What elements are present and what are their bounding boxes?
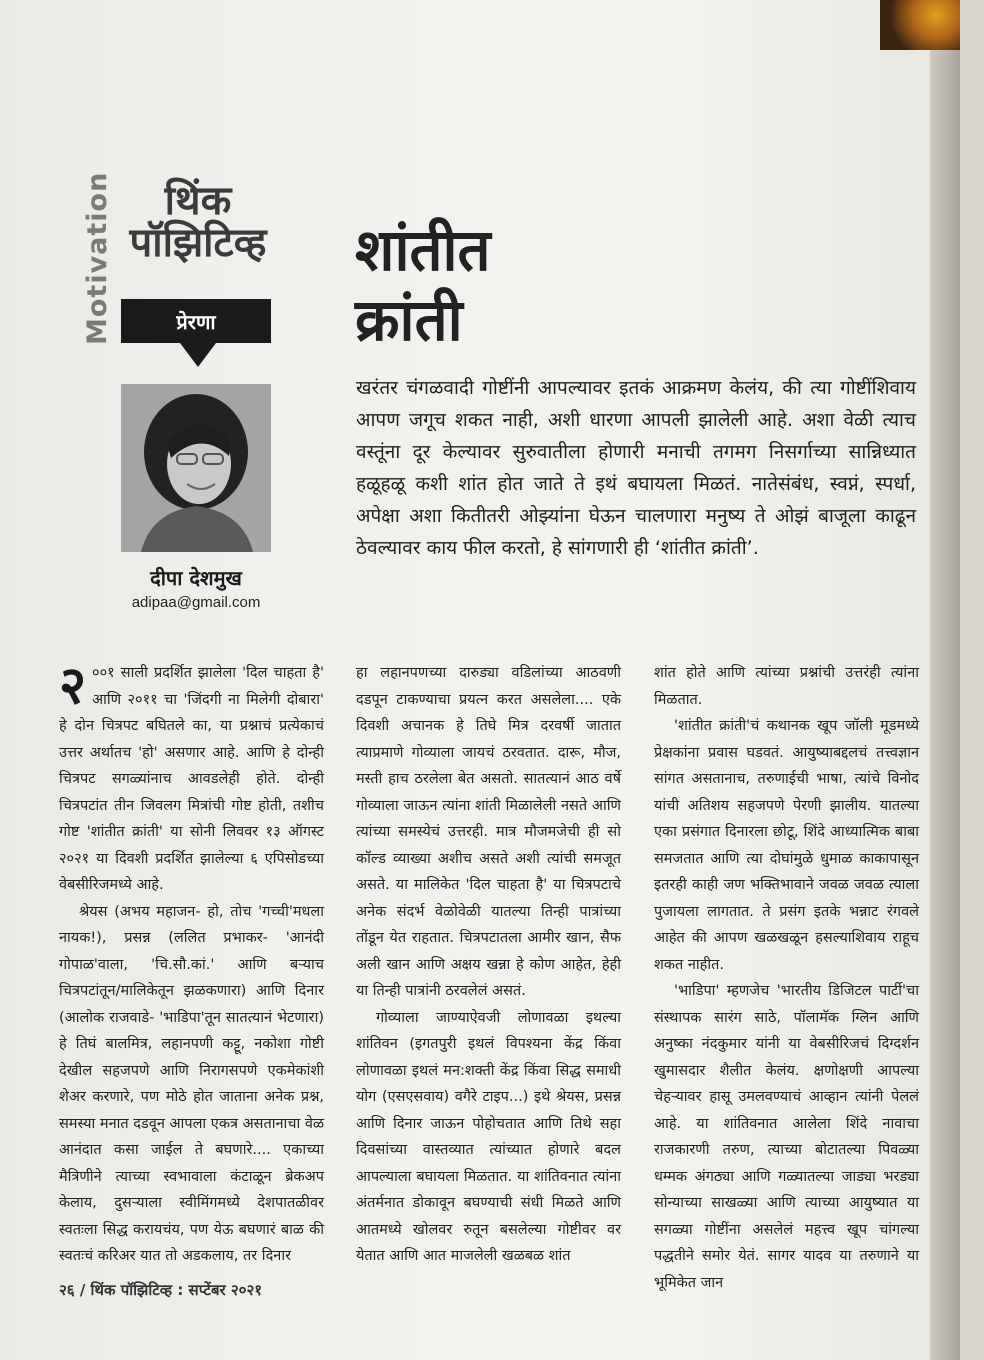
dropcap: २ xyxy=(59,656,87,716)
author-portrait-image xyxy=(121,384,271,552)
paragraph-5: शांत होते आणि त्यांच्या प्रश्नांची उत्तरंही त्यांना मिळतात. xyxy=(654,665,919,708)
section-vertical-label: Motivation xyxy=(82,171,113,345)
author-photo xyxy=(121,384,271,552)
page-edge-shadow xyxy=(930,0,960,1360)
badge-pointer-icon xyxy=(180,343,216,367)
magazine-brand-title: थिंक पॉझिटिव्ह xyxy=(129,178,267,266)
paragraph-6: 'शांतीत क्रांती'चं कथानक खूप जॉली मूडमध्ये प्रेक्षकांना प्रवास घडवतं. आयुष्याबद्दलचं तत्त्वज्ञान सांगत असतानाच, तरुणाईची भाषा, त्यांचे विनोद यांची अतिशय सहजपणे पेरणी झालीय. यातल्या एका प्रसंगात दिनारला छोटू, शिंदे आध्यात्मिक बाबा समजतात आणि त्या दोघांमुळे धुमाळ काकापासून इतरही काही जण भक्तिभावाने जवळ जवळ त्याला पुजायला लागतात. ते प्रसंग इतके भन्नाट रंगवले आहेत की आपण खळखळून हसल्याशिवाय राहूच शकत नाहीत. xyxy=(654,718,919,973)
headline-line-2: क्रांती xyxy=(355,286,463,354)
article-headline xyxy=(355,215,615,355)
paragraph-3: हा लहानपणच्या दारुड्या वडिलांच्या आठवणी दडपून टाकण्याचा प्रयत्न करत असलेला.... एके दिवशी अचानक हे तिघे मित्र दरवर्षी जातात त्याप्रमाणे गोव्याला जायचं ठरवतात. दारू, मौज, मस्ती हाच ठरलेला बेत असतो. सातत्यानं आठ वर्षे गोव्याला जाऊन त्यांना शांती मिळालेली नसते आणि त्यांच्या समस्येचं उत्तरही. मात्र मौजमजेची ही सो कॉल्ड व्याख्या अशीच असते अशी त्यांची समजूत असते. या मालिकेत 'दिल चाहता है' या चित्रपटाचे अनेक संदर्भ वेळोवेळी यातल्या तिन्ही पात्रांच्या तोंडून येत राहतात. चित्रपटातला आमीर खान, सैफ अली खान आणि अक्षय खन्ना हे कोण आहेत, हेही या तिन्ही पात्रांनी ठरवलेलं असतं. xyxy=(356,665,621,999)
body-column-3 xyxy=(654,660,919,1296)
paragraph-1-text: ००१ साली प्रदर्शित झालेला 'दिल चाहता है' आणि २०११ चा 'जिंदगी ना मिलेगी दोबारा' हे दोन चित्रपट बघितले का, या प्रश्नाचं प्रत्येकाचं उत्तर अर्थातच 'हो' असणार आहे. आणि हे दोन्ही चित्रपट सगळ्यांनाच आवडलेही होते. दोन्ही चित्रपटांत तीन जिवलग मित्रांची गोष्ट होती, तशीच गोष्ट 'शांतीत क्रांती' या सोनी लिववर १३ ऑगस्ट २०२१ या दिवशी प्रदर्शित झालेल्या ६ एपिसोडच्या वेबसीरिजमध्ये आहे. xyxy=(59,665,324,893)
author-email: adipaa@gmail.com xyxy=(131,594,261,611)
article-intro: खरंतर चंगळवादी गोष्टींनी आपल्यावर इतकं आक्रमण केलंय, की त्या गोष्टींशिवाय आपण जगूच शकत नाही, अशी धारणा आपली झालेली आहे. अशा वेळी त्याच वस्तूंना दूर केल्यावर सुरुवातीला होणारी मनाची तगमग निसर्गाच्या सान्निध्यात हळूहळू कशी शांत होत जाते ते इथं बघायला मिळतं. नातेसंबंध, स्वप्नं, स्पर्धा, अपेक्षा अशा कितीतरी ओझ्यांना घेऊन चालणारा मनुष्य ते ओझं बाजूला काढून ठेवल्यावर काय फील करतो, हे सांगणारी ही ‘शांतीत क्रांती’. xyxy=(356,377,916,559)
author-name: दीपा देशमुख xyxy=(150,566,242,590)
headline-line-1: शांतीत xyxy=(355,216,491,284)
paragraph-4: गोव्याला जाण्याऐवजी लोणावळा इथल्या शांतिवन (इगतपुरी इथलं विपश्यना केंद्र किंवा लोणावळा इथलं मन:शक्ती केंद्र किंवा सिद्ध समाधी योग (एसएसवाय) वगैरे टाइप...) इथे श्रेयस, प्रसन्न आणि दिनार जाऊन पोहोचतात आणि तिथे सहा दिवसांच्या वास्तव्यात त्यांच्यात होणारे बदल आपल्याला बघायला मिळतात. या शांतिवनात त्यांना अंतर्मनात डोकावून बघण्याची संधी मिळते आणि आतमध्ये खोलवर रुतून बसलेल्या गोष्टीवर वर येतात आणि आत माजलेली खळबळ शांत xyxy=(356,1009,621,1264)
paragraph-1 xyxy=(59,656,324,899)
corner-decoration xyxy=(880,0,960,50)
paragraph-2: श्रेयस (अभय महाजन- हो, तोच 'गच्ची'मधला नायक!), प्रसन्न (ललित प्रभाकर- 'आनंदी गोपाळ'वाला, 'चि.सौ.कां.' आणि बऱ्याच चित्रपटांतून/मालिकेतून झळकणारा) आणि दिनार (आलोक राजवाडे- 'भाडिपा'तून सातत्यानं भेटणारा) हे तिघं बालमित्र, लहानपणी कट्टू, नकोशा गोष्टी देखील सहजपणे आणि निरागसपणे एकमेकांशी शेअर करणारे, पण मोठे होत जाताना अनेक प्रश्न, समस्या मनात दडवून आपला एकत्र असतानाचा वेळ आनंदात कसा जाईल ते बघणारे.... एकाच्या मैत्रिणीने त्याच्या स्वभावाला कंटाळून ब्रेकअप केलाय, दुसऱ्याला स्वीमिंगमध्ये देशपातळीवर स्वतःला सिद्ध करायचंय, पण येऊ बघणारं बाळ की स्वतःचं करिअर यात तो अडकलाय, तर दिनार xyxy=(59,903,324,1264)
body-column-2 xyxy=(356,660,621,1270)
paragraph-7: 'भाडिपा' म्हणजेच 'भारतीय डिजिटल पार्टी'चा संस्थापक सारंग साठे, पॉलामॅक ग्लिन आणि अनुष्का नंदकुमार यांनी या वेबसीरिजचं दिग्दर्शन खुमासदार शैलीत केलंय. क्षणोक्षणी आपल्या चेहऱ्यावर हासू उमलवण्याचं आव्हान त्यांनी पेललं आहे. या शांतिवनात आलेला शिंदे नावाचा राजकारणी तरुण, त्याच्या बोटातल्या पिवळ्या धम्मक अंगठ्या आणि गळ्यातल्या जाड्या भरड्या सोन्याच्या साखळ्या आणि त्याच्या आयुष्यात या सगळ्या गोष्टींना असलेलं महत्त्व खूप चांगल्या पद्धतीने समोर येतं. सागर यादव या तरुणाने या भूमिकेत जान xyxy=(654,983,919,1291)
page-footer: २६ / थिंक पॉझिटिव्ह : सप्टेंबर २०२१ xyxy=(59,1281,263,1299)
body-column-1 xyxy=(59,656,324,1270)
category-badge: प्रेरणा xyxy=(121,299,271,343)
